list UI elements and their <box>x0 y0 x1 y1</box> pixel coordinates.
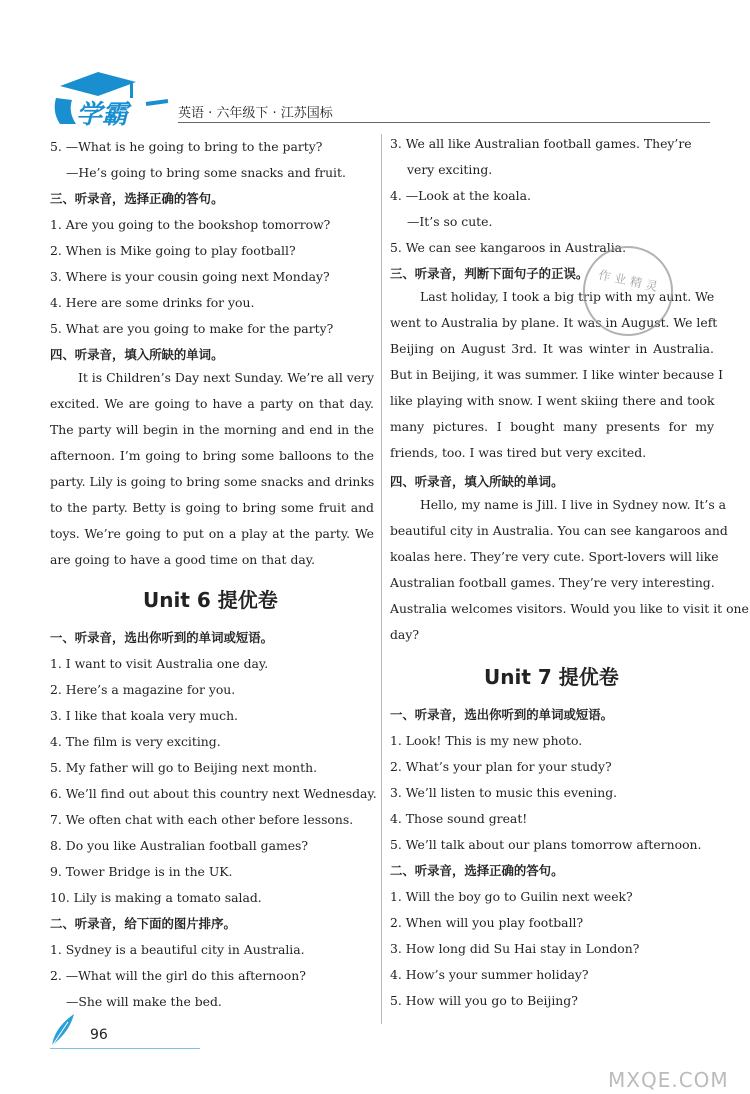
list-item: 5. How will you go to Beijing? <box>390 993 578 1008</box>
list-item: 1. Sydney is a beautiful city in Australia. <box>50 942 305 957</box>
list-item: 10. Lily is making a tomato salad. <box>50 890 262 905</box>
passage-line: Last holiday, I took a big trip with my aunt. We <box>420 289 715 304</box>
section-heading: 二、听录音，选择正确的答句。 <box>390 863 564 878</box>
list-item: 1. Look! This is my new photo. <box>390 733 583 748</box>
list-item: —He’s going to bring some snacks and fruit. <box>66 165 346 180</box>
passage-line: many pictures. I bought many presents for my <box>390 419 714 434</box>
feather-icon <box>48 1012 78 1048</box>
list-item: 5. We’ll talk about our plans tomorrow afternoon. <box>390 837 702 852</box>
header-divider <box>178 122 710 123</box>
list-item: 2. When is Mike going to play football? <box>50 243 296 258</box>
list-item: 9. Tower Bridge is in the UK. <box>50 864 233 879</box>
passage-line: Australia welcomes visitors. Would you like to visit it one <box>390 601 749 616</box>
passage-line: are going to have a good time on that day. <box>50 552 316 567</box>
footer-rule <box>50 1048 200 1049</box>
section-heading: 一、听录音，选出你听到的单词或短语。 <box>50 630 274 645</box>
section-heading: 三、听录音，选择正确的答句。 <box>50 191 224 206</box>
list-item: 3. How long did Su Hai stay in London? <box>390 941 640 956</box>
stamp-text: 作业精灵 <box>597 267 663 295</box>
passage-line: koalas here. They’re very cute. Sport-lovers will like <box>390 549 719 564</box>
passage-line: afternoon. I’m going to bring some balloons to the <box>50 448 374 463</box>
logo-text: 学霸 <box>76 100 129 130</box>
list-item: very exciting. <box>407 162 493 177</box>
list-item: 4. The film is very exciting. <box>50 734 221 749</box>
passage <box>390 492 749 648</box>
list-item: 5. —What is he going to bring to the party? <box>50 139 323 154</box>
passage-line: beautiful city in Australia. You can see kangaroos and <box>390 523 728 538</box>
passage-line: Hello, my name is Jill. I live in Sydney now. It’s a <box>420 497 727 512</box>
site-watermark: MXQE.COM <box>608 1068 729 1092</box>
passage-line: The party will begin in the morning and end in the <box>50 422 374 437</box>
passage-line: went to Australia by plane. It was in August. We left <box>390 315 718 330</box>
list-item: 6. We’ll find out about this country next Wednesday. <box>50 786 377 801</box>
list-item: 4. Those sound great! <box>390 811 528 826</box>
column-divider <box>381 134 382 1024</box>
passage-line: Australian football games. They’re very interesting. <box>390 575 715 590</box>
list-item: 8. Do you like Australian football games? <box>50 838 309 853</box>
section-heading: 二、听录音，给下面的图片排序。 <box>50 916 236 931</box>
section-heading: 四、听录音，填入所缺的单词。 <box>50 347 224 362</box>
section-heading: 四、听录音，填入所缺的单词。 <box>390 474 564 489</box>
passage-line: But in Beijing, it was summer. I like winter because I <box>390 367 724 382</box>
list-item: 2. Here’s a magazine for you. <box>50 682 236 697</box>
passage-line: It is Children’s Day next Sunday. We’re all very <box>78 370 375 385</box>
passage-line: toys. We’re going to put on a play at the party. We <box>50 526 374 541</box>
list-item: 1. I want to visit Australia one day. <box>50 656 269 671</box>
passage-line: friends, too. I was tired but very excited. <box>390 445 647 460</box>
list-item: 2. When will you play football? <box>390 915 584 930</box>
passage-line: excited. We are going to have a party on that day. <box>50 396 374 411</box>
list-item: 5. My father will go to Beijing next month. <box>50 760 318 775</box>
section-heading: 三、听录音，判断下面句子的正误。 <box>390 266 589 281</box>
list-item: 3. We’ll listen to music this evening. <box>390 785 618 800</box>
passage-line: day? <box>390 627 419 642</box>
list-item: 5. What are you going to make for the party? <box>50 321 334 336</box>
list-item: 4. —Look at the koala. <box>390 188 531 203</box>
list-item: 4. How’s your summer holiday? <box>390 967 589 982</box>
header-subtitle: 英语 · 六年级下 · 江苏国标 <box>178 106 333 121</box>
passage-line: like playing with snow. I went skiing there and took <box>390 393 715 408</box>
page-number: 96 <box>90 1027 108 1043</box>
list-item: 2. What’s your plan for your study? <box>390 759 612 774</box>
list-item: 2. —What will the girl do this afternoon? <box>50 968 306 983</box>
passage-line: Beijing on August 3rd. It was winter in Australia. <box>390 341 714 356</box>
section-heading: 一、听录音，选出你听到的单词或短语。 <box>390 707 614 722</box>
list-item: 3. I like that koala very much. <box>50 708 238 723</box>
list-item: —She will make the bed. <box>66 994 222 1009</box>
page-header <box>50 68 710 130</box>
list-item: 3. We all like Australian football games. They’re <box>390 136 692 151</box>
list-item: 1. Are you going to the bookshop tomorrow? <box>50 217 331 232</box>
list-item: 4. Here are some drinks for you. <box>50 295 255 310</box>
passage-line: party. Lily is going to bring some snacks and drinks <box>50 474 375 489</box>
list-item: 5. We can see kangaroos in Australia. <box>390 240 627 255</box>
passage <box>50 365 374 573</box>
list-item: 3. Where is your cousin going next Monday? <box>50 269 330 284</box>
passage-line: to the party. Betty is going to bring some fruit and <box>50 500 374 515</box>
list-item: 1. Will the boy go to Guilin next week? <box>390 889 633 904</box>
list-item: —It’s so cute. <box>407 214 493 229</box>
xueba-logo <box>50 68 170 130</box>
list-item: 7. We often chat with each other before lessons. <box>50 812 354 827</box>
unit-7-title: Unit 7 提优卷 <box>484 665 619 689</box>
unit-6-title: Unit 6 提优卷 <box>143 588 278 612</box>
